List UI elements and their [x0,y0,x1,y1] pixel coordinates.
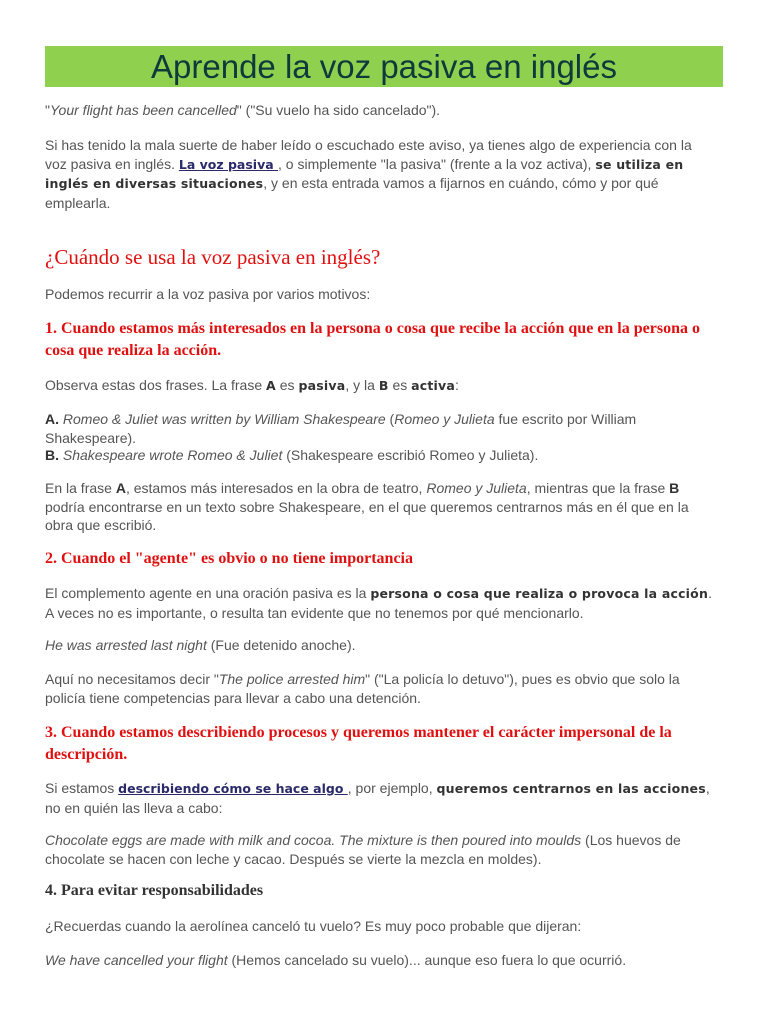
text-run: (Fue detenido anoche). [206,637,356,653]
text-run: : [455,377,459,393]
paragraph [45,446,715,465]
text-run: Podemos recurrir a la voz pasiva por varios motivos: [45,286,371,302]
text-run: Aquí no necesitamos decir " [45,671,219,687]
text-run: ¿Recuerdas cuando la aerolínea canceló tu vuelo? Es muy poco probable que dijeran: [45,918,582,934]
section-heading [45,318,715,362]
text-run: 1. Cuando estamos más interesados en la persona o cosa que recibe la acción que en la persona o cosa que realiza la acción. [45,320,700,359]
paragraph [45,917,715,936]
text-run: , no en quién las lleva a cabo: [45,780,710,816]
section-heading [45,880,715,902]
text-run: ¿Cuándo se usa la voz pasiva en inglés? [45,245,381,269]
text-run: " [45,102,50,118]
italic-text: Romeo y Julieta [394,411,495,427]
text-run: , por ejemplo, [347,780,437,796]
text-run: (Shakespeare escribió Romeo y Julieta). [282,447,539,463]
italic-text: Romeo & Juliet was written by William Shakespeare [62,411,386,427]
bold-text: persona o cosa que realiza o provoca la acción [370,586,709,601]
article-link[interactable]: describiendo cómo se hace algo [118,781,348,796]
bold-text: B [378,378,389,393]
text-run: (Hemos cancelado su vuelo)... aunque eso fuera lo que ocurrió. [227,952,627,968]
bold-text: se utiliza en inglés en diversas situaciones [45,156,684,191]
text-run: En la frase [45,480,116,496]
paragraph [45,779,715,817]
section-heading [45,722,715,766]
bold-text: pasiva [298,378,346,393]
text-run: , mientras que la frase [526,480,670,496]
section-heading [45,548,715,570]
paragraph [45,376,715,396]
paragraph [45,951,715,970]
text-run: es [388,377,412,393]
italic-text: Your flight has been cancelled [49,102,237,118]
bold-text: activa [411,378,456,393]
paragraph [45,285,715,304]
text-run: , y en esta entrada vamos a fijarnos en cuándo, cómo y por qué emplearla. [45,175,659,211]
text-run: " ("Su vuelo ha sido cancelado"). [236,102,441,118]
bold-text: B. [45,447,59,463]
paragraph [45,831,715,868]
paragraph [45,636,715,655]
paragraph [45,410,715,447]
text-run: . A veces no es importante, o resulta tan evidente que no tenemos por qué mencionarlo. [45,585,712,621]
text-run: , estamos más interesados en la obra de teatro, [125,480,427,496]
bold-text: A [115,480,126,496]
text-run: 2. Cuando el "agente" es obvio o no tiene importancia [45,550,413,567]
text-run: El complemento agente en una oración pasiva es la [45,585,371,601]
paragraph [45,584,715,622]
section-heading [45,245,715,269]
text-run: 4. Para evitar responsabilidades [45,882,264,899]
paragraph [45,670,715,707]
italic-text: Chocolate eggs are made with milk and cocoa. The mixture is then poured into moulds [45,832,582,848]
text-run: 3. Cuando estamos describiendo procesos y queremos mantener el carácter impersonal de la descripción. [45,724,672,763]
text-run: " ("La policía lo detuvo"), pues es obvio que solo la policía tiene competencias para llevar a cabo una detención. [45,671,680,706]
paragraph [45,136,715,212]
paragraph [45,101,715,120]
title-banner [45,46,723,87]
text-run: fue escrito por William Shakespeare). [45,411,637,446]
text-run: Si estamos [45,780,119,796]
italic-text: Romeo y Julieta [426,480,527,496]
italic-text: We have cancelled your flight [45,952,228,968]
paragraph [45,479,715,535]
text-run: (Los huevos de chocolate se hacen con leche y cacao. Después se vierte la mezcla en moldes). [45,832,681,867]
text-run: podría encontrarse en un texto sobre Shakespeare, en el que queremos centrarnos más en él que en la obra que escribió. [45,498,689,533]
text-run: Si has tenido la mala suerte de haber leído o escuchado este aviso, ya tienes algo de experiencia con la voz pasiva en inglés. [45,137,692,172]
italic-text: He was arrested last night [45,637,207,653]
text-run: es [275,377,299,393]
text-run: Observa estas dos frases. La frase [45,377,266,393]
text-run: , y la [345,377,379,393]
italic-text: Shakespeare wrote Romeo & Juliet [62,447,283,463]
bold-text: A [266,378,276,393]
italic-text: The police arrested him [218,671,366,687]
text-run: ( [385,411,395,427]
article-link[interactable]: La voz pasiva [178,156,279,172]
bold-text: queremos centrarnos en las acciones [436,781,706,796]
bold-text: B [669,480,680,496]
bold-text: A. [45,411,59,427]
text-run: , o simplemente "la pasiva" (frente a la voz activa), [278,155,596,172]
page-title: Aprende la voz pasiva en inglés [151,48,617,85]
